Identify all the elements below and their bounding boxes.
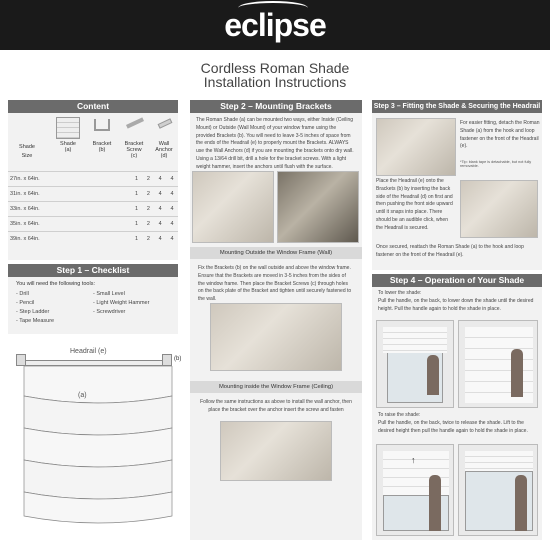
- tool-item: - Screwdriver: [93, 309, 126, 315]
- table-row: 33in. x 64in. 1 2 4 4: [8, 202, 178, 217]
- measure-photo: [192, 171, 274, 243]
- col-shade: Shade (a): [60, 141, 76, 153]
- step3-text1: For easier fitting, detach the Roman Shade (a) from the hook and loop fastener on the front of the Headrail (e).: [460, 120, 540, 150]
- tool-item: - Small Level: [93, 291, 125, 297]
- tool-item: - Drill: [16, 291, 29, 297]
- step4-panel: [372, 274, 542, 540]
- bracket-label: (b): [174, 356, 182, 362]
- page-title: Cordless Roman Shade: [200, 60, 350, 76]
- tool-item: - Step Ladder: [16, 309, 50, 315]
- content-panel: [8, 100, 178, 260]
- step3-header: Step 3 – Fitting the Shade & Securing the Headrail: [372, 100, 542, 113]
- ceiling-mount-text: Follow the same instructions as above to install the wall anchor, then place the bracket over the anchor insert the screw and fasten: [200, 399, 352, 413]
- page-subtitle: Installation Instructions: [203, 74, 347, 90]
- drill-photo: [277, 171, 359, 243]
- brand-header: [0, 0, 550, 50]
- logo-text: eclipse: [224, 6, 326, 43]
- content-header: Content: [8, 100, 178, 113]
- table-row: 39in. x 64in. 1 2 4 4: [8, 232, 178, 247]
- lower-title: To lower the shade:: [378, 290, 422, 296]
- content-table: [8, 171, 178, 247]
- headrail-label: Headrail (e): [70, 348, 107, 355]
- shade-fabric-icon: [22, 366, 174, 536]
- raise-photo-2: [458, 444, 538, 536]
- step1-intro: You will need the following tools:: [16, 281, 95, 287]
- tool-item: [93, 318, 170, 324]
- table-row: 27in. x 64in. 1 2 4 4: [8, 172, 178, 187]
- ceiling-mount-header: Mounting inside the Window Frame (Ceiling): [190, 381, 362, 393]
- eclipse-logo: [224, 7, 326, 44]
- shade-label: (a): [78, 392, 87, 399]
- headrail-photo: [460, 180, 538, 238]
- table-row: 31in. x 64in. 1 2 4 4: [8, 187, 178, 202]
- tool-item: - Pencil: [16, 300, 35, 306]
- logo-arc-icon: [238, 1, 308, 15]
- anchor-icon: [158, 118, 173, 128]
- step2-photos: [190, 171, 362, 243]
- raise-title: To raise the shade:: [378, 412, 421, 418]
- col-bracket-screw: Bracket Screw (c): [124, 141, 144, 159]
- wall-mount-header: Mounting Outside the Window Frame (Wall): [190, 247, 362, 259]
- col-bracket: Bracket (b): [92, 141, 112, 153]
- step3-text2: Place the Headrail (e) onto the Brackets (b) by inserting the back side of the Headrail (d) on first and then pushing the front side upward until it snaps into place. There should be an audible click, when the Headrail is secured.: [376, 178, 453, 231]
- bracket-icon: [94, 119, 110, 131]
- shade-diagram: [8, 340, 188, 540]
- ceiling-install-photo: [220, 421, 332, 481]
- content-icons-row: [8, 113, 178, 171]
- arrow-up-icon: ↑: [411, 455, 416, 465]
- step4-header: Step 4 – Operation of Your Shade: [372, 274, 542, 287]
- tool-item: - Tape Measure: [16, 318, 55, 324]
- col-shade-size: Shade Size: [19, 144, 35, 159]
- raise-photo-1: [376, 444, 454, 536]
- step1-panel: [8, 264, 178, 334]
- lower-text: Pull the handle, on the back, to lower down the shade until the desired height. Pull the handle again to hold the shade in place.: [378, 297, 534, 312]
- screw-icon: [126, 117, 144, 128]
- step3-panel: [372, 100, 542, 270]
- wall-mount-text: Fix the Brackets (b) on the wall outside and above the window frame. Ensure that the Brackets are moved in 3-5 inches from the sides of the window frame. Then place the Bracket Screws (c) through holes on the back plate of the Bracket and tighten until securely fastened to the wall.: [198, 265, 352, 302]
- bracket-right-icon: [162, 354, 172, 366]
- step3-text3: Once secured, reattach the Roman Shade (a) to the hook and loop fastener on the front of the Headrail (e).: [376, 244, 524, 258]
- bracket-install-photo: [210, 303, 342, 371]
- shade-icon: [56, 117, 80, 139]
- step3-note: *Tip: blank tape is detachable, but not fully removable.: [460, 160, 532, 168]
- step2-panel: [190, 100, 362, 540]
- tool-list: [8, 291, 178, 324]
- step2-text: The Roman Shade (a) can be mounted two ways, either Inside (Ceiling Mount) or Outside (Wall Mount) of your window frame using the provided Brackets (b). You will need to leave 3-5 inches of space from the ends of the Headrail (e) to properly mount the Brackets. ALWAYS use the Wall Anchors (d) if you are mounting the brackets onto dry wall. Using a 13/64 drill bit, drill a hole for the bracket screws. With a light weight hammer, insert the anchors until flush with the surface.: [196, 117, 354, 170]
- step2-header: Step 2 – Mounting Brackets: [190, 100, 362, 113]
- table-row: 35in. x 64in. 1 2 4 4: [8, 217, 178, 232]
- lower-photo-1: [376, 320, 454, 408]
- step1-header: Step 1 – Checklist: [8, 264, 178, 277]
- lower-photo-2: [458, 320, 538, 408]
- col-wall-anchor: Wall Anchor (d): [155, 141, 173, 159]
- raise-text: Pull the handle, on the back, twice to release the shade. Lift to the desired height then pull the handle again to hold the shade in place.: [378, 420, 528, 434]
- detach-shade-photo: [376, 118, 456, 176]
- tool-item: - Light Weight Hammer: [93, 300, 150, 306]
- bracket-left-icon: [16, 354, 26, 366]
